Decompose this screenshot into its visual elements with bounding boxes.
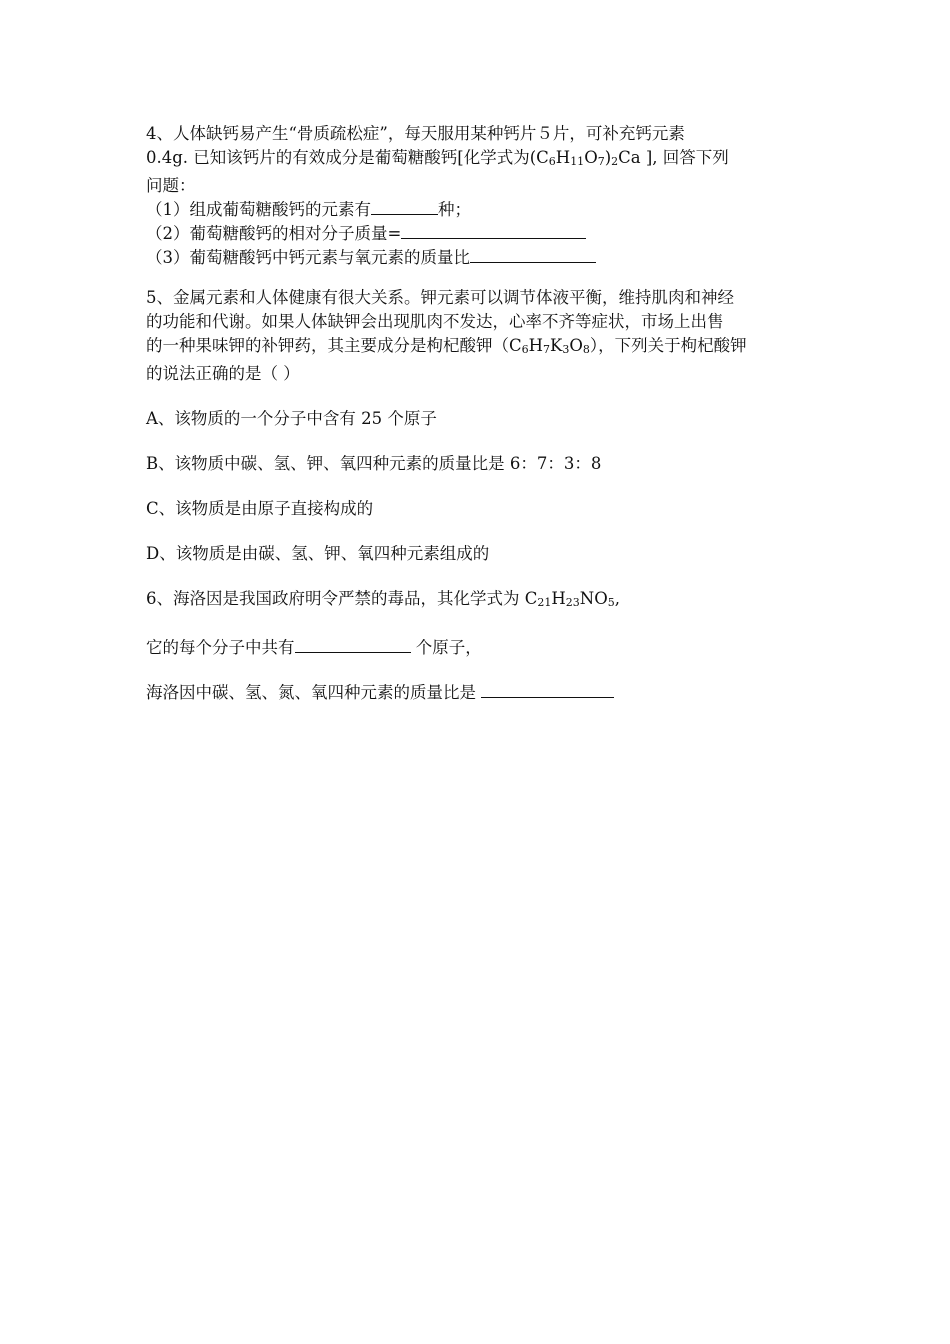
q6-line-2-end: 个原子， <box>410 638 482 657</box>
q4-line-2-text: 0.4g. 已知该钙片的有效成分是葡萄糖酸钙[化学式为(C <box>146 148 549 167</box>
q6-line-1-end: , <box>614 589 620 608</box>
subscript: 8 <box>582 343 590 356</box>
q6-line-3-text: 海洛因中碳、氢、氮、氧四种元素的质量比是 <box>146 683 482 702</box>
q4-line-2-end: Ca ], 回答下列 <box>618 148 729 167</box>
element-symbol: O <box>584 148 598 167</box>
q4-part-1-end: 种； <box>438 200 471 219</box>
q4-part-3 <box>146 246 816 270</box>
answer-blank[interactable] <box>401 222 586 239</box>
subscript: 23 <box>565 596 580 609</box>
subscript: 2 <box>611 155 619 168</box>
answer-blank[interactable] <box>371 198 438 215</box>
subscript: 11 <box>570 155 585 168</box>
q4-part-1-text: （1）组成葡萄糖酸钙的元素有 <box>146 200 371 219</box>
q5-line-3-text: 的一种果味钾的补钾药，其主要成分是枸杞酸钾（C <box>146 336 522 355</box>
subscript: 21 <box>537 596 552 609</box>
subscript: 6 <box>548 155 556 168</box>
worksheet-page <box>146 122 816 705</box>
formula-paren: ) <box>604 148 612 167</box>
element-symbol: H <box>555 148 571 167</box>
subscript: 7 <box>597 155 605 168</box>
subscript: 3 <box>562 343 570 356</box>
answer-blank[interactable] <box>470 246 596 263</box>
q6-line-2 <box>146 636 816 660</box>
q4-line-1: 4、人体缺钙易产生“骨质疏松症”，每天服用某种钙片５片，可补充钙元素 <box>146 124 685 143</box>
q4-line-3: 问题： <box>146 176 196 195</box>
q5-option-a[interactable]: A、该物质的一个分子中含有 25 个原子 <box>146 409 437 428</box>
q5-line-1: 5、金属元素和人体健康有很大关系。钾元素可以调节体液平衡，维持肌肉和神经 <box>146 288 734 307</box>
question-5 <box>146 286 816 566</box>
q6-line-1 <box>146 587 816 615</box>
subscript: 6 <box>521 343 529 356</box>
q4-part-1 <box>146 198 816 222</box>
subscript: 7 <box>543 343 551 356</box>
q5-line-4: 的说法正确的是（ ） <box>146 364 300 383</box>
q6-line-1-text: 6、海洛因是我国政府明令严禁的毒品，其化学式为 C <box>146 589 538 608</box>
q4-part-2-text: （2）葡萄糖酸钙的相对分子质量= <box>146 224 402 243</box>
element-symbol: H <box>528 336 544 355</box>
q5-line-3-end: ），下列关于枸杞酸钾 <box>589 336 747 355</box>
q4-line-2 <box>146 146 816 174</box>
element-symbol: H <box>551 589 566 608</box>
question-6 <box>146 587 816 705</box>
q6-line-3 <box>146 681 816 705</box>
q5-option-c[interactable]: C、该物质是由原子直接构成的 <box>146 499 374 518</box>
q5-line-3 <box>146 334 816 362</box>
element-symbol: K <box>550 336 563 355</box>
q4-part-2 <box>146 222 816 246</box>
q5-option-b[interactable]: B、该物质中碳、氢、钾、氧四种元素的质量比是 6：7：3：8 <box>146 454 602 473</box>
element-symbol: NO <box>579 589 608 608</box>
question-4 <box>146 122 816 270</box>
answer-blank[interactable] <box>295 636 411 653</box>
q4-part-3-text: （3）葡萄糖酸钙中钙元素与氧元素的质量比 <box>146 248 470 267</box>
subscript: 5 <box>607 596 615 609</box>
element-symbol: O <box>569 336 583 355</box>
q5-option-d[interactable]: D、该物质是由碳、氢、钾、氧四种元素组成的 <box>146 544 490 563</box>
q5-line-2: 的功能和代谢。如果人体缺钾会出现肌肉不发达，心率不齐等症状，市场上出售 <box>146 312 724 331</box>
answer-blank[interactable] <box>481 681 614 698</box>
q6-line-2-text: 它的每个分子中共有 <box>146 638 295 657</box>
